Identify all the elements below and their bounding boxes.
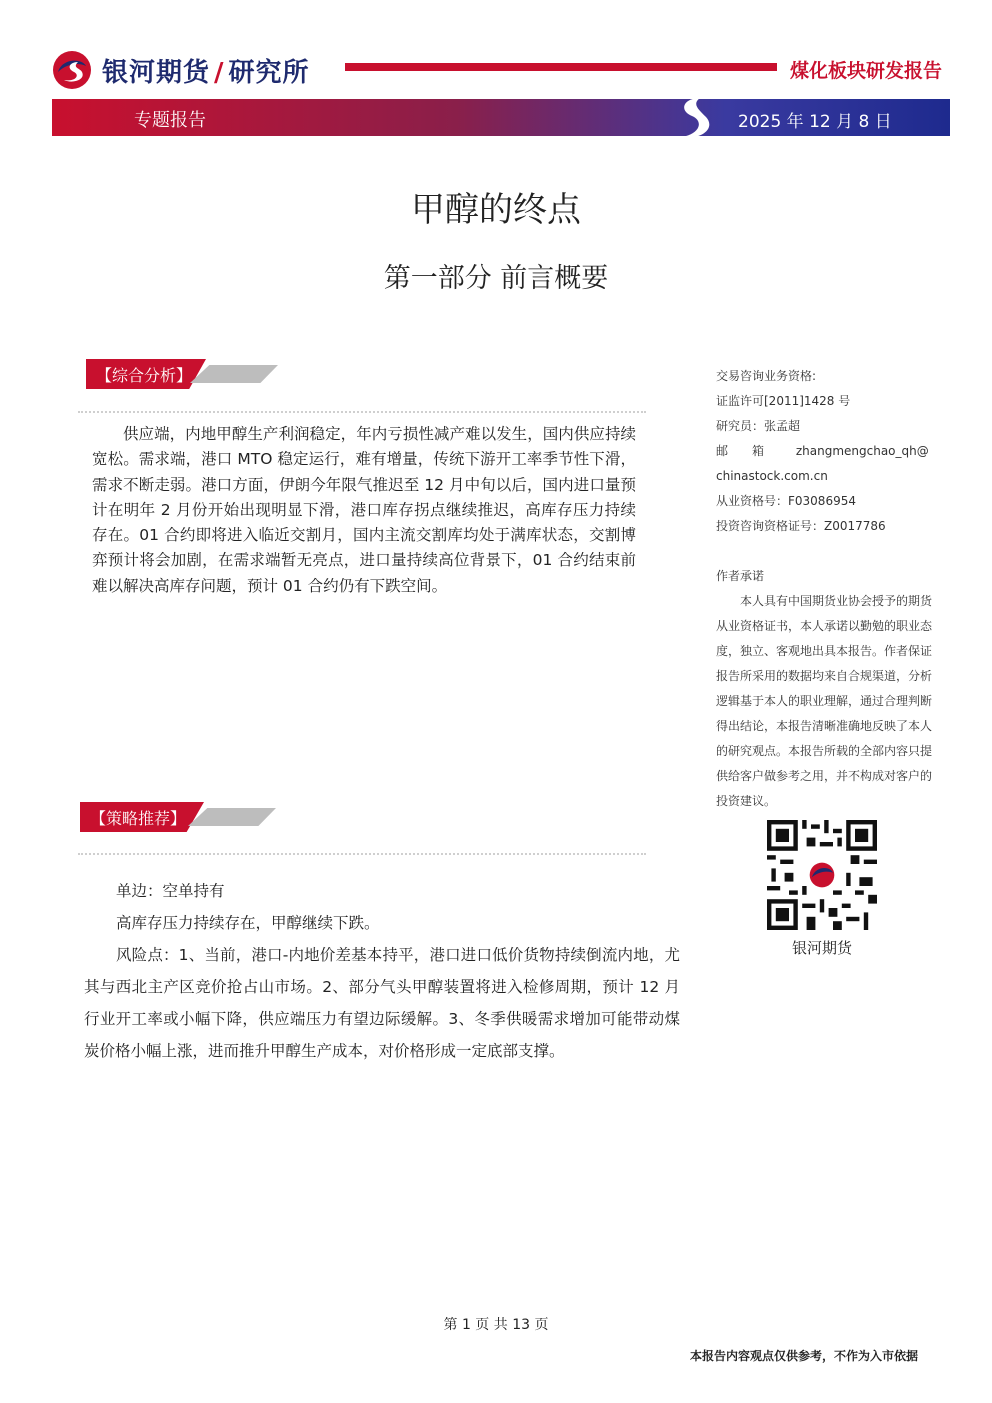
qr-label: 银河期货 [791,939,852,957]
brand-name: 银河期货 [102,58,211,88]
brand-divider: / [214,58,225,88]
qualification-label: 交易咨询业务资格: [716,369,817,383]
analysis-tag [86,359,282,389]
header-red-line [345,63,777,71]
analysis-paragraph: 供应端，内地甲醇生产利润稳定，年内亏损性减产难以发生，国内供应持续宽松。需求端，港口 MTO 稳定运行，难有增量，传统下游开工率季节性下滑，需求不断走弱。港口方面，伊朗今年限气推迟至 12 月中旬以后，国内进口量预计在明年 2 月份开始出现明显下滑，港口库存拐点继续推迟，高库存压力持续存在。01 合约即将进入临近交割月，国内主流交割库均处于满库状态，交割博弈预计将会加剧，在需求端暂无亮点，进口量持续高位背景下，01 合约结束前难以解决高库存问题，预计 01 合约仍有下跌空间。 [92,425,636,595]
promise-text: 本人具有中国期货业协会授予的期货从业资格证书，本人承诺以勤勉的职业态度，独立、客观地出具本报告。作者保证报告所采用的数据均来自合规渠道，分析逻辑基于本人的职业理解，通过合理判断得出结论，本报告清晰准确地反映了本人的研究观点。本报告所载的全部内容只提供给客户做参考之用，并不构成对客户的投资建议。 [716,594,933,808]
brand-unit: 研究所 [228,58,310,88]
brand-title [102,52,310,89]
divider [78,411,646,413]
galaxy-logo-icon [52,50,92,90]
section-title: 第一部分 前言概要 [383,263,609,294]
sidebar [716,364,932,814]
license-number: 从业资格号：F03086954 [716,494,856,508]
qr-code-icon [767,820,877,930]
email-row [716,439,932,464]
email-label: 邮 箱 [716,444,765,458]
strategy-tag [80,802,276,832]
strategy-tag-label: 【策略推荐】 [90,809,187,828]
report-type: 煤化板块研发报告 [790,60,943,82]
page-number: 第 1 页 共 13 页 [443,1317,549,1333]
email-value-part2: chinastock.com.cn [716,469,828,483]
researcher: 研究员：张孟超 [716,419,801,433]
swirl-icon [670,96,720,139]
footer-disclaimer: 本报告内容观点仅供参考，不作为入市依据 [690,1349,919,1363]
consult-license-number: 投资咨询资格证号：Z0017786 [716,519,886,533]
qualification-value: 证监许可[2011]1428 号 [716,394,851,408]
email-value-part1: zhangmengchao_qh@ [795,444,929,458]
strategy-risk: 风险点：1、当前，港口-内地价差基本持平，港口进口低价货物持续倒流内地，尤其与西北主产区竞价抢占山市场。2、部分气头甲醇装置将进入检修周期，预计 12 月行业开工率或小幅下降，供应端压力有望边际缓解。3、冬季供暖需求增加可能带动煤炭价格小幅上涨，进而推升甲醇生产成本，对价格形成一定底部支撑。 [84,946,680,1060]
analysis-tag-label: 【综合分析】 [96,366,193,385]
report-date: 2025 年 12 月 8 日 [738,112,892,132]
strategy-single-side: 单边：空单持有 [116,882,225,900]
promise-title: 作者承诺 [716,569,765,583]
document-title: 甲醇的终点 [411,190,581,230]
strategy-content [84,875,680,1067]
strategy-view: 高库存压力持续存在，甲醇继续下跌。 [116,914,380,932]
report-category: 专题报告 [134,110,206,131]
divider [78,853,646,855]
